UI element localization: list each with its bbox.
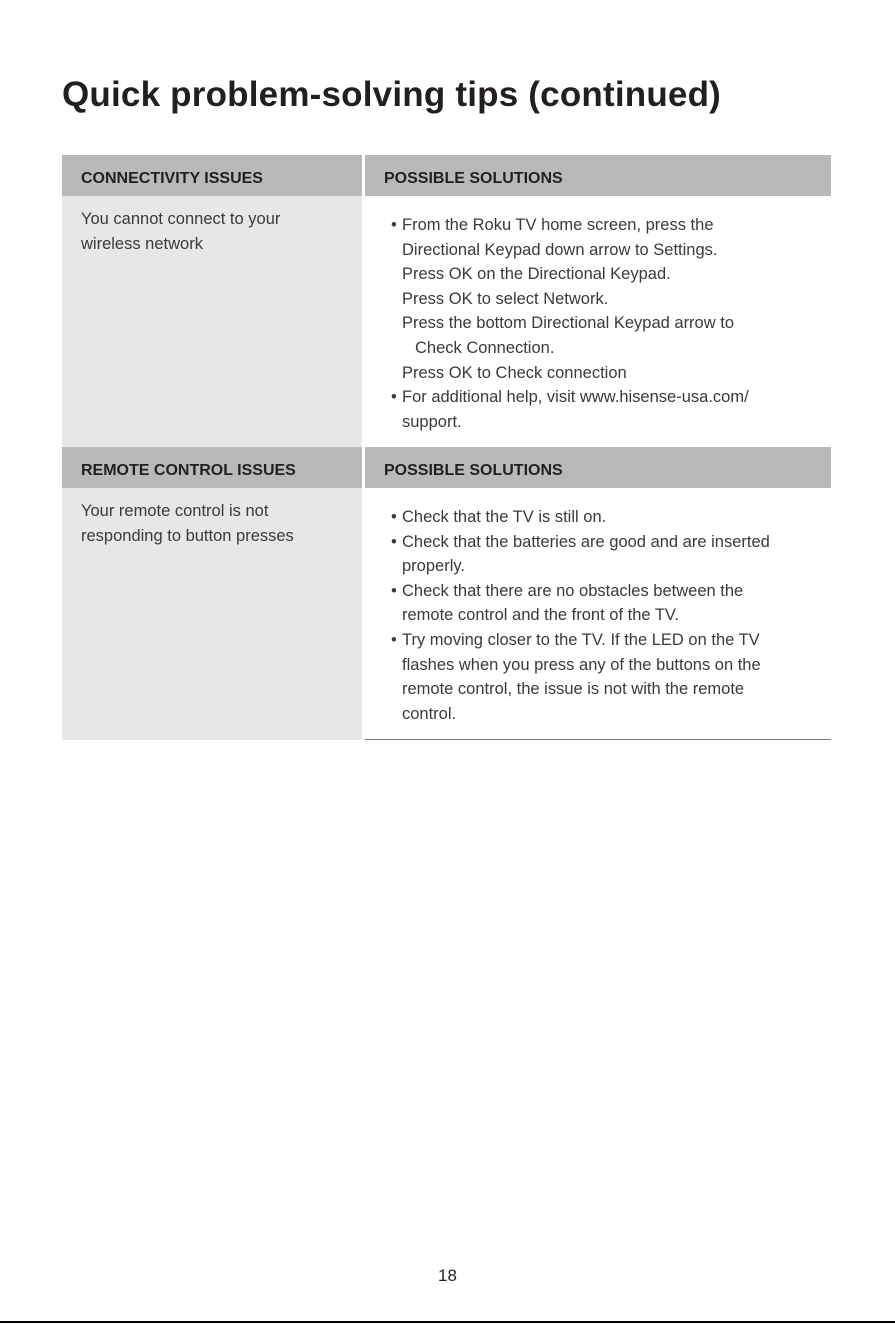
solution-item bbox=[365, 385, 831, 434]
issue-column-header: REMOTE CONTROL ISSUES bbox=[62, 447, 362, 488]
solution-line: Check Connection. bbox=[415, 338, 555, 357]
table-row bbox=[62, 196, 831, 447]
bullet-icon: • bbox=[391, 388, 397, 407]
bullet-icon: • bbox=[391, 581, 397, 600]
solution-item bbox=[365, 628, 831, 726]
solutions-cell bbox=[365, 196, 831, 447]
solution-line: support. bbox=[402, 412, 462, 431]
solution-line: Directional Keypad down arrow to Settings. bbox=[402, 240, 718, 259]
solution-line: Try moving closer to the TV. If the LED on the TV bbox=[402, 630, 760, 649]
solution-item bbox=[365, 213, 831, 385]
solutions-list bbox=[365, 213, 831, 434]
solution-line: Check that there are no obstacles between the bbox=[402, 581, 744, 600]
issue-description bbox=[62, 196, 362, 447]
solution-line: flashes when you press any of the buttons on the bbox=[402, 655, 761, 674]
solution-item bbox=[365, 530, 831, 579]
issue-column-header: CONNECTIVITY ISSUES bbox=[62, 155, 362, 196]
solution-line: control. bbox=[402, 704, 457, 723]
bullet-icon: • bbox=[391, 508, 397, 526]
connectivity-section bbox=[62, 155, 831, 447]
solution-line: Check that the batteries are good and are inserted bbox=[402, 532, 770, 551]
remote-control-section bbox=[62, 447, 831, 740]
solutions-list bbox=[365, 505, 831, 726]
solution-line: properly. bbox=[402, 557, 465, 576]
solution-line: Press OK to select Network. bbox=[402, 289, 609, 308]
issue-line: Your remote control is not bbox=[81, 502, 269, 520]
solution-line: Check that the TV is still on. bbox=[402, 508, 607, 526]
bullet-icon: • bbox=[391, 532, 397, 551]
table-header-row bbox=[62, 155, 831, 196]
solution-column-header: POSSIBLE SOLUTIONS bbox=[365, 155, 831, 196]
solution-line: remote control and the front of the TV. bbox=[402, 606, 680, 625]
solution-line: Press OK on the Directional Keypad. bbox=[402, 265, 671, 284]
page-number: 18 bbox=[438, 1266, 457, 1285]
solution-line: Press the bottom Directional Keypad arrow to bbox=[402, 314, 734, 333]
solutions-cell bbox=[365, 488, 831, 740]
tips-table bbox=[62, 155, 831, 740]
bullet-icon: • bbox=[391, 630, 397, 649]
issue-description bbox=[62, 488, 362, 740]
solution-line: Press OK to Check connection bbox=[402, 363, 627, 382]
table-header-row bbox=[62, 447, 831, 488]
issue-line: You cannot connect to your bbox=[81, 210, 281, 228]
page-title: Quick problem-solving tips (continued) bbox=[62, 75, 722, 114]
solution-line: From the Roku TV home screen, press the bbox=[402, 216, 714, 234]
solution-item bbox=[365, 505, 831, 530]
bullet-icon: • bbox=[391, 216, 397, 234]
issue-line: responding to button presses bbox=[81, 527, 294, 545]
table-bottom-rule bbox=[365, 739, 831, 740]
solution-item bbox=[365, 579, 831, 628]
solution-line: remote control, the issue is not with the remote bbox=[402, 680, 745, 699]
page-edge-line bbox=[0, 1321, 895, 1323]
issue-line: wireless network bbox=[81, 235, 203, 253]
table-row bbox=[62, 488, 831, 740]
solution-column-header: POSSIBLE SOLUTIONS bbox=[365, 447, 831, 488]
solution-line: For additional help, visit www.hisense-usa.com/ bbox=[402, 388, 749, 407]
